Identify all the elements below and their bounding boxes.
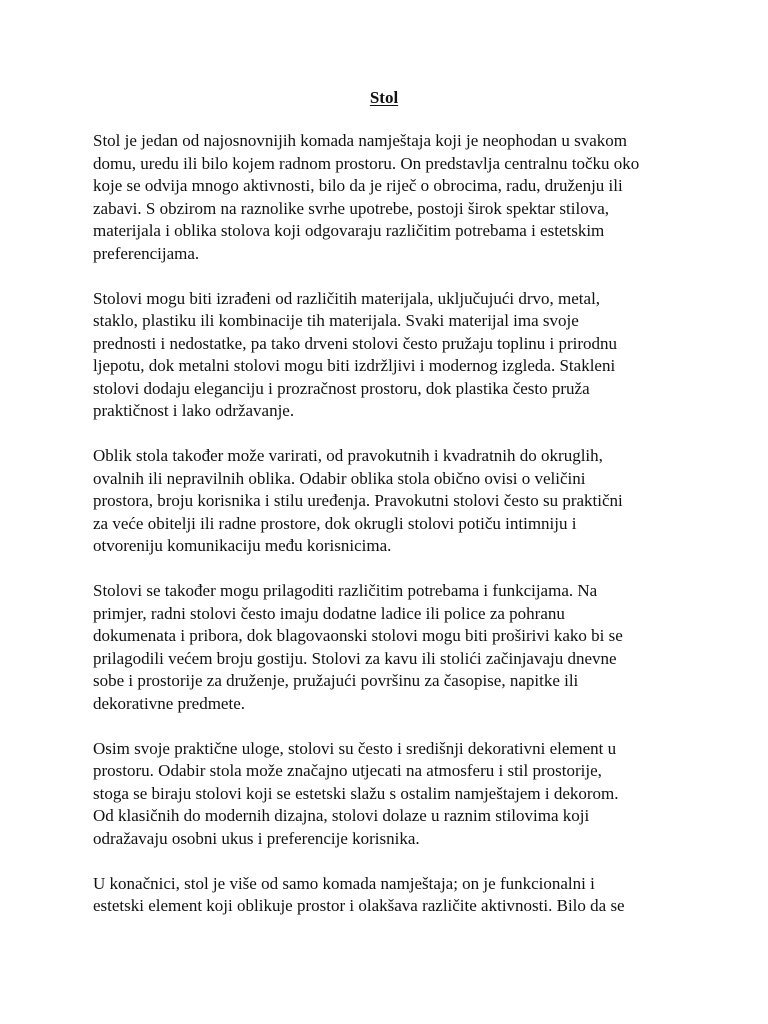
text-line: zabavi. S obzirom na raznolike svrhe upotrebe, postoji širok spektar stilova, (93, 198, 610, 218)
text-line: dekorativne predmete. (93, 693, 245, 713)
paragraph (93, 130, 683, 265)
text-line: estetski element koji oblikuje prostor i olakšava različite aktivnosti. Bilo da se (93, 896, 625, 915)
text-line: prilagodili većem broju gostiju. Stolovi za kavu ili stolići začinjavaju dnevne (93, 648, 617, 668)
paragraph (93, 288, 683, 423)
text-line: Od klasičnih do modernih dizajna, stolovi dolaze u raznim stilovima koji (93, 806, 590, 825)
text-line: stolovi dodaju eleganciju i prozračnost prostoru, dok plastika često pruža (93, 378, 590, 398)
text-line: stoga se biraju stolovi koji se estetski slažu s ostalim namještajem i dekorom. (93, 783, 619, 803)
paragraph (93, 580, 683, 715)
paragraph (93, 738, 683, 851)
text-line: prednosti i nedostatke, pa tako drveni stolovi često pružaju toplinu i prirodnu (93, 333, 618, 353)
paragraph (93, 445, 683, 558)
text-line: prostora, broju korisnika i stilu uređenja. Pravokutni stolovi često su praktični (93, 491, 623, 510)
text-line: otvoreniju komunikaciju među korisnicima. (93, 536, 392, 555)
text-line: Osim svoje praktične uloge, stolovi su često i središnji dekorativni element u (93, 738, 617, 758)
text-line: ljepotu, dok metalni stolovi mogu biti izdržljivi i modernog izgleda. Stakleni (93, 356, 616, 375)
text-line: ovalnih ili nepravilnih oblika. Odabir oblika stola obično ovisi o veličini (93, 468, 586, 488)
paragraph (93, 873, 683, 918)
text-line: materijala i oblika stolova koji odgovaraju različitim potrebama i estetskim (93, 221, 605, 240)
text-line: preferencijama. (93, 243, 200, 263)
text-line: za veće obitelji ili radne prostore, dok okrugli stolovi potiču intimniju i (93, 513, 577, 533)
text-line: Stolovi se također mogu prilagoditi različitim potrebama i funkcijama. Na (93, 581, 598, 600)
text-line: domu, uredu ili bilo kojem radnom prostoru. On predstavlja centralnu točku oko (93, 153, 640, 173)
text-line: dokumenata i pribora, dok blagovaonski stolovi mogu biti proširivi kako bi se (93, 626, 623, 645)
text-line: praktičnost i lako održavanje. (93, 401, 295, 420)
text-line: U konačnici, stol je više od samo komada namještaja; on je funkcionalni i (93, 873, 595, 893)
text-line: odražavaju osobni ukus i preferencije korisnika. (93, 828, 420, 848)
text-line: Stol je jedan od najosnovnijih komada namještaja koji je neophodan u svakom (93, 131, 627, 150)
text-line: Stolovi mogu biti izrađeni od različitih materijala, uključujući drvo, metal, (93, 288, 601, 308)
text-line: prostoru. Odabir stola može značajno utjecati na atmosferu i stil prostorije, (93, 761, 602, 780)
text-line: Oblik stola također može varirati, od pravokutnih i kvadratnih do okruglih, (93, 446, 603, 465)
text-line: staklo, plastiku ili kombinacije tih materijala. Svaki materijal ima svoje (93, 311, 579, 330)
document-title: Stol (369, 88, 399, 107)
document-body (93, 130, 683, 940)
text-line: koje se odvija mnogo aktivnosti, bilo da je riječ o obrocima, radu, druženju ili (93, 176, 623, 195)
text-line: primjer, radni stolovi često imaju dodatne ladice ili police za pohranu (93, 603, 565, 623)
text-line: sobe i prostorije za druženje, pružajući površinu za časopise, napitke ili (93, 671, 579, 690)
